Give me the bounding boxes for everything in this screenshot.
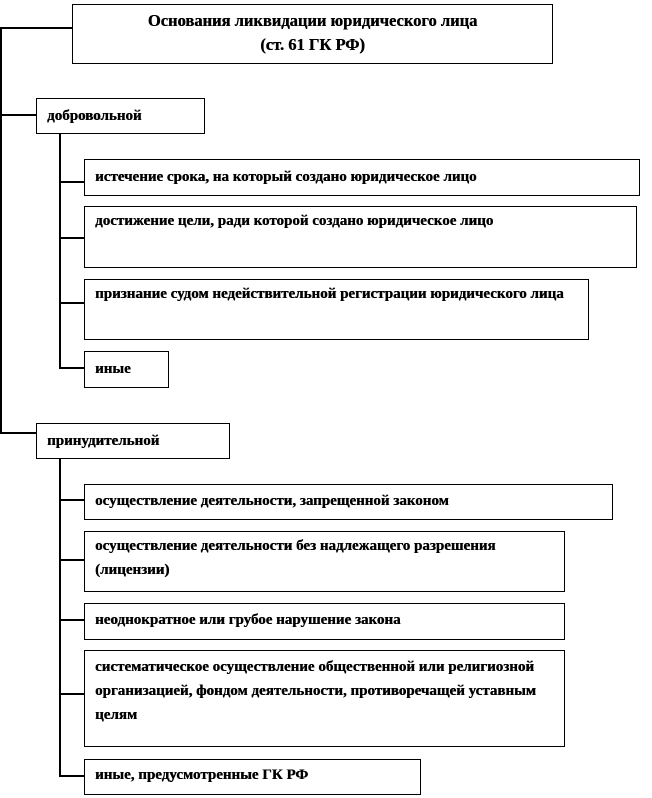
forced-item-prohibited-activity: осуществление деятельности, запрещенной законом xyxy=(84,484,613,520)
voluntary-item-goal-achieved: достижение цели, ради которой создано юридическое лицо xyxy=(84,206,637,268)
connector-voluntary-item-3 xyxy=(59,302,84,304)
forced-item-contrary-activity: систематическое осуществление общественной или религиозной организацией, фондом деятельности, противоречащей уставным целям xyxy=(84,650,565,747)
connector-forced xyxy=(0,432,36,434)
connector-forced-spine xyxy=(59,457,61,777)
connector-forced-item-5 xyxy=(59,775,84,777)
voluntary-item-other: иные xyxy=(84,351,169,388)
connector-voluntary-item-1 xyxy=(59,181,84,183)
connector-voluntary-item-2 xyxy=(59,237,84,239)
forced-item-no-license: осуществление деятельности без надлежащего разрешения (лицензии) xyxy=(84,531,565,592)
forced-item-other-civil-code: иные, предусмотренные ГК РФ xyxy=(84,759,421,795)
diagram-title-line-2: (ст. 61 ГК РФ) xyxy=(260,35,365,54)
connector-forced-item-4 xyxy=(59,693,84,695)
voluntary-item-registration-invalid: признание судом недействительной регистрации юридического лица xyxy=(84,279,589,340)
connector-forced-item-1 xyxy=(59,499,84,501)
diagram-title-line-1: Основания ликвидации юридического лица xyxy=(147,11,478,30)
connector-voluntary-item-4 xyxy=(59,367,84,369)
connector-forced-item-3 xyxy=(59,619,84,621)
voluntary-item-term-expired: истечение срока, на который создано юридическое лицо xyxy=(84,159,640,196)
diagram-title xyxy=(72,4,553,64)
connector-voluntary-spine xyxy=(59,134,61,369)
category-forced: принудительной xyxy=(36,423,230,459)
connector-title-spine-top xyxy=(0,27,72,29)
forced-item-law-violation: неоднократное или грубое нарушение закона xyxy=(84,603,565,640)
connector-voluntary xyxy=(0,114,36,116)
connector-main-spine xyxy=(0,27,2,434)
category-voluntary: добровольной xyxy=(36,98,205,134)
connector-forced-item-2 xyxy=(59,559,84,561)
